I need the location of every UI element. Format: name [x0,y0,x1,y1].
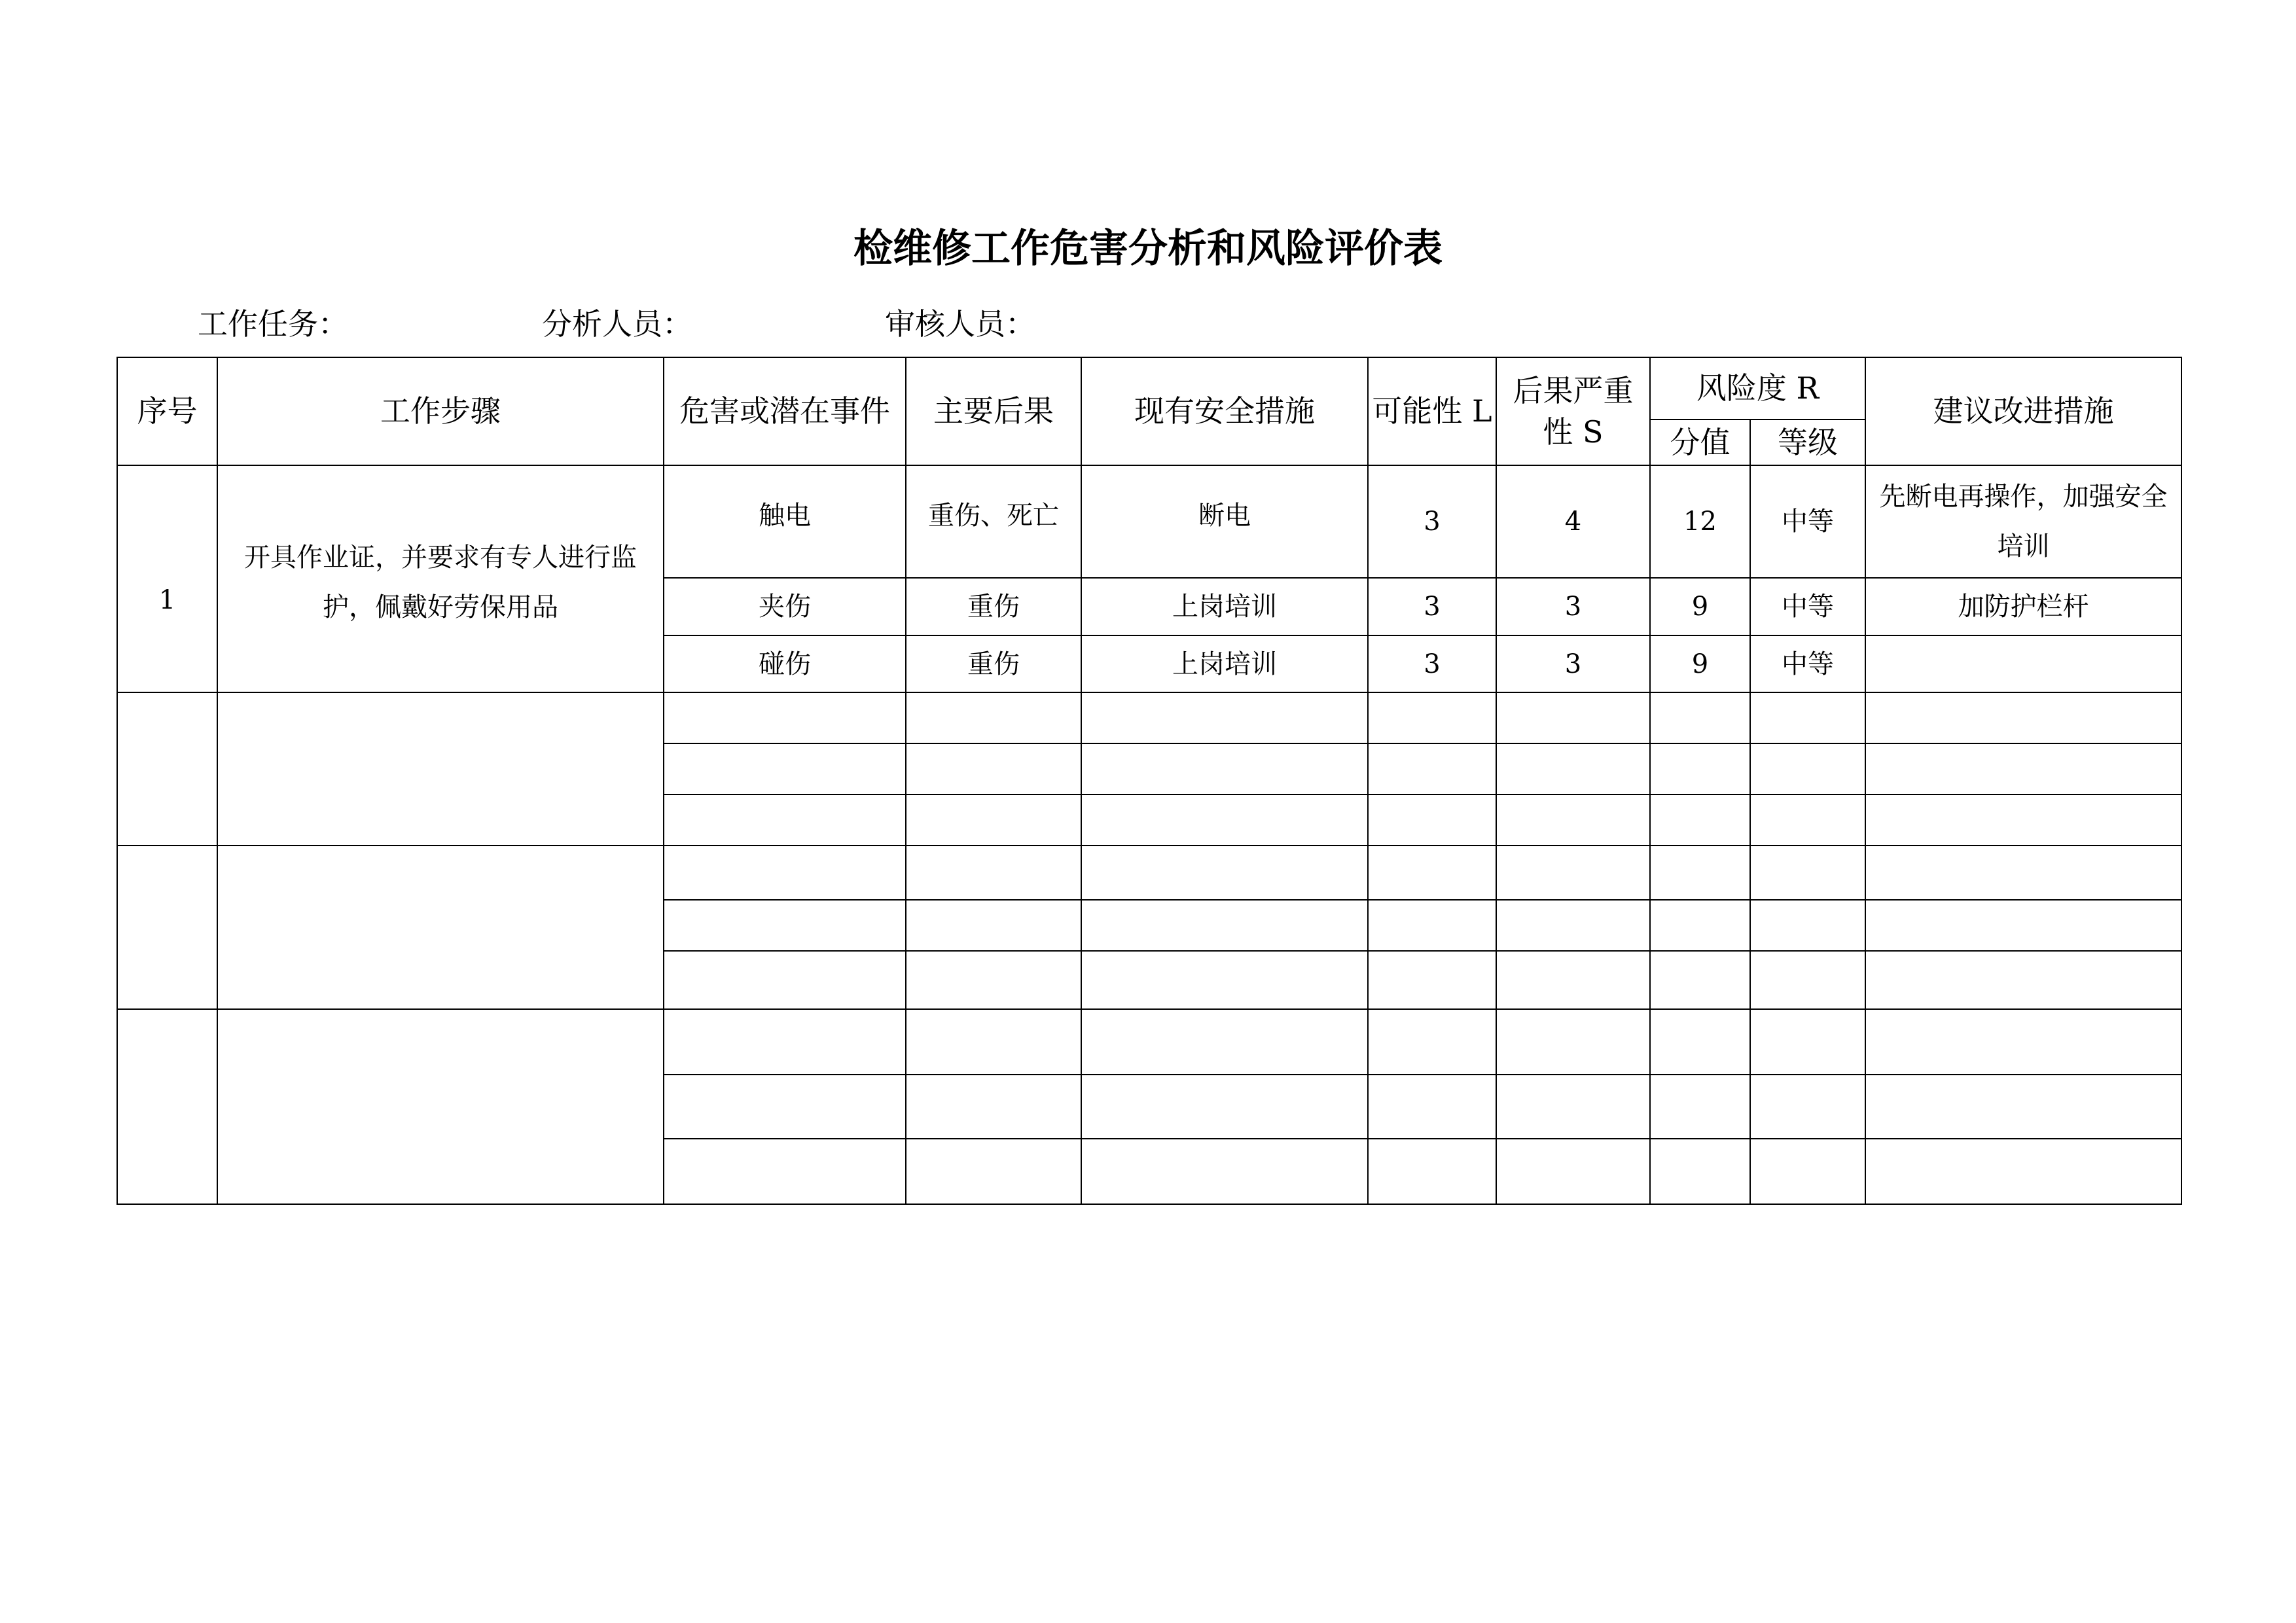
cell-consequence: 重伤 [906,578,1081,635]
empty-cell [1650,743,1750,794]
cell-likelihood: 3 [1368,465,1496,578]
reviewer-label: 审核人员： [885,306,1035,342]
empty-cell [664,846,906,900]
empty-step-cell [217,1009,664,1204]
cell-consequence: 重伤 [906,635,1081,692]
empty-cell [1368,951,1496,1009]
empty-cell [1865,1009,2181,1075]
cell-likelihood: 3 [1368,578,1496,635]
empty-cell [1650,846,1750,900]
empty-cell [1496,1075,1650,1139]
empty-cell [1865,1075,2181,1139]
empty-cell [1081,692,1368,743]
empty-cell [1650,1139,1750,1204]
empty-cell [1496,1009,1650,1075]
empty-cell [1368,1139,1496,1204]
cell-score: 9 [1650,578,1750,635]
empty-cell [1496,743,1650,794]
empty-cell [1081,1075,1368,1139]
empty-cell [1081,951,1368,1009]
empty-cell [1081,743,1368,794]
cell-measures: 上岗培训 [1081,635,1368,692]
empty-cell [906,1075,1081,1139]
empty-cell [906,951,1081,1009]
cell-hazard: 触电 [664,465,906,578]
empty-cell [1865,951,2181,1009]
empty-cell [1368,846,1496,900]
empty-cell [1081,900,1368,951]
task-label: 工作任务： [198,306,348,342]
header-risk: 风险度 R [1650,357,1865,419]
row-step [217,465,664,692]
empty-cell [1750,1075,1865,1139]
cell-severity: 3 [1496,578,1650,635]
header-grade: 等级 [1750,419,1865,465]
empty-cell [664,692,906,743]
empty-cell [1650,900,1750,951]
empty-cell [1368,900,1496,951]
empty-cell [1750,794,1865,846]
empty-cell [1368,743,1496,794]
empty-cell [664,794,906,846]
empty-cell [1368,794,1496,846]
empty-seq-cell [117,846,217,1009]
empty-cell [1750,1009,1865,1075]
empty-cell [1865,900,2181,951]
cell-grade: 中等 [1750,635,1865,692]
empty-cell [1750,1139,1865,1204]
header-hazard: 危害或潜在事件 [664,357,906,465]
empty-cell [1650,951,1750,1009]
empty-cell [1496,900,1650,951]
header-suggestion: 建议改进措施 [1865,357,2181,465]
header-seq: 序号 [117,357,217,465]
analyst-label: 分析人员： [542,306,692,342]
cell-measures: 上岗培训 [1081,578,1368,635]
empty-cell [906,1139,1081,1204]
empty-cell [664,1009,906,1075]
empty-cell [1750,900,1865,951]
cell-suggestion: 先断电再操作，加强安全培训 [1865,465,2181,578]
empty-cell [664,1139,906,1204]
empty-cell [906,794,1081,846]
empty-cell [1750,743,1865,794]
table-row [117,846,2181,900]
empty-step-cell [217,846,664,1009]
empty-cell [664,743,906,794]
header-severity: 后果严重性 S [1496,357,1650,465]
empty-cell [1496,794,1650,846]
cell-hazard: 夹伤 [664,578,906,635]
cell-likelihood: 3 [1368,635,1496,692]
empty-cell [1650,692,1750,743]
empty-cell [906,692,1081,743]
cell-score: 9 [1650,635,1750,692]
empty-cell [1368,1009,1496,1075]
empty-cell [1081,1009,1368,1075]
risk-assessment-table [117,357,2182,1205]
empty-cell [1650,794,1750,846]
empty-cell [1368,1075,1496,1139]
cell-score: 12 [1650,465,1750,578]
cell-grade: 中等 [1750,465,1865,578]
header-score: 分值 [1650,419,1750,465]
page-title: 检维修工作危害分析和风险评价表 [853,226,1443,272]
empty-cell [1865,743,2181,794]
cell-suggestion: 加防护栏杆 [1865,578,2181,635]
header-measures: 现有安全措施 [1081,357,1368,465]
cell-severity: 4 [1496,465,1650,578]
empty-cell [1865,846,2181,900]
row-seq: 1 [117,465,217,692]
empty-cell [1650,1075,1750,1139]
empty-cell [664,951,906,1009]
empty-cell [906,743,1081,794]
empty-seq-cell [117,692,217,846]
cell-hazard: 碰伤 [664,635,906,692]
empty-cell [1865,1139,2181,1204]
cell-grade: 中等 [1750,578,1865,635]
row-step-text: 开具作业证，并要求有专人进行监护，佩戴好劳保用品 [244,542,637,622]
empty-cell [664,900,906,951]
header-step: 工作步骤 [217,357,664,465]
empty-step-cell [217,692,664,846]
empty-cell [906,1009,1081,1075]
empty-seq-cell [117,1009,217,1204]
empty-cell [1496,692,1650,743]
empty-cell [1750,692,1865,743]
empty-cell [1081,794,1368,846]
table-row [117,1009,2181,1075]
cell-consequence: 重伤、死亡 [906,465,1081,578]
empty-cell [1081,846,1368,900]
table-row [117,692,2181,743]
cell-severity: 3 [1496,635,1650,692]
empty-cell [664,1075,906,1139]
header-likelihood: 可能性 L [1368,357,1496,465]
empty-cell [1081,1139,1368,1204]
empty-cell [1496,846,1650,900]
cell-measures: 断电 [1081,465,1368,578]
empty-cell [906,900,1081,951]
header-consequence: 主要后果 [906,357,1081,465]
empty-cell [1368,692,1496,743]
empty-cell [1750,846,1865,900]
empty-cell [1865,794,2181,846]
empty-cell [1496,1139,1650,1204]
cell-suggestion [1865,635,2181,692]
empty-cell [1750,951,1865,1009]
table-row [117,465,2181,578]
empty-cell [1865,692,2181,743]
empty-cell [1496,951,1650,1009]
empty-cell [906,846,1081,900]
empty-cell [1650,1009,1750,1075]
